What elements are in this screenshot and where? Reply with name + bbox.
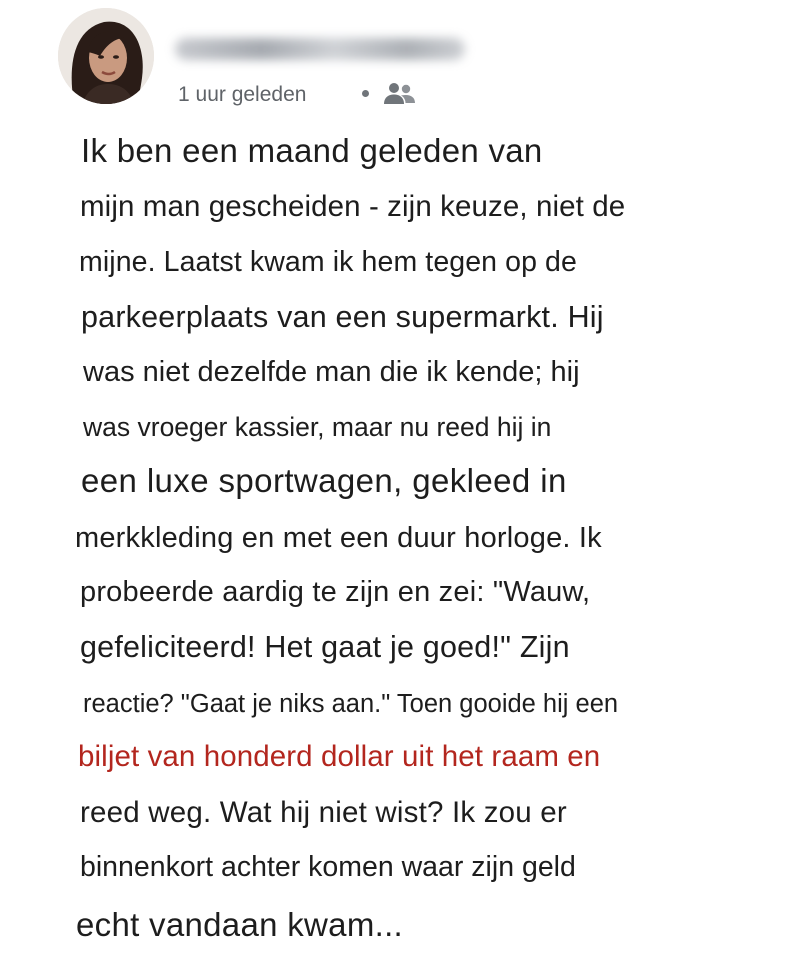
author-name[interactable]: [175, 38, 465, 60]
post-line: reed weg. Wat hij niet wist? Ik zou er: [80, 796, 567, 829]
post-line-highlight: biljet van honderd dollar uit het raam en: [78, 740, 601, 773]
post-timestamp[interactable]: 1 uur geleden: [178, 83, 307, 106]
post-line: probeerde aardig te zijn en zei: "Wauw,: [80, 576, 591, 608]
post-line: gefeliciteerd! Het gaat je goed!" Zijn: [80, 630, 570, 664]
post-line: mijne. Laatst kwam ik hem tegen op de: [79, 246, 577, 278]
post-line: een luxe sportwagen, gekleed in: [81, 462, 567, 499]
post-line: parkeerplaats van een supermarkt. Hij: [81, 300, 604, 334]
separator-dot: [362, 90, 369, 97]
post-line: binnenkort achter komen waar zijn geld: [80, 851, 576, 883]
post-line: mijn man gescheiden - zijn keuze, niet de: [80, 190, 626, 223]
post-header: [0, 0, 800, 120]
post-line: was niet dezelfde man die ik kende; hij: [83, 356, 580, 388]
post-line: was vroeger kassier, maar nu reed hij in: [83, 412, 552, 442]
group-icon: [381, 80, 419, 108]
post-line: Ik ben een maand geleden van: [81, 132, 543, 169]
post-line: reactie? "Gaat je niks aan." Toen gooide hij een: [83, 690, 619, 718]
avatar[interactable]: [58, 8, 154, 104]
post-line: merkkleding en met een duur horloge. Ik: [75, 522, 602, 554]
post-line: echt vandaan kwam...: [76, 906, 404, 943]
